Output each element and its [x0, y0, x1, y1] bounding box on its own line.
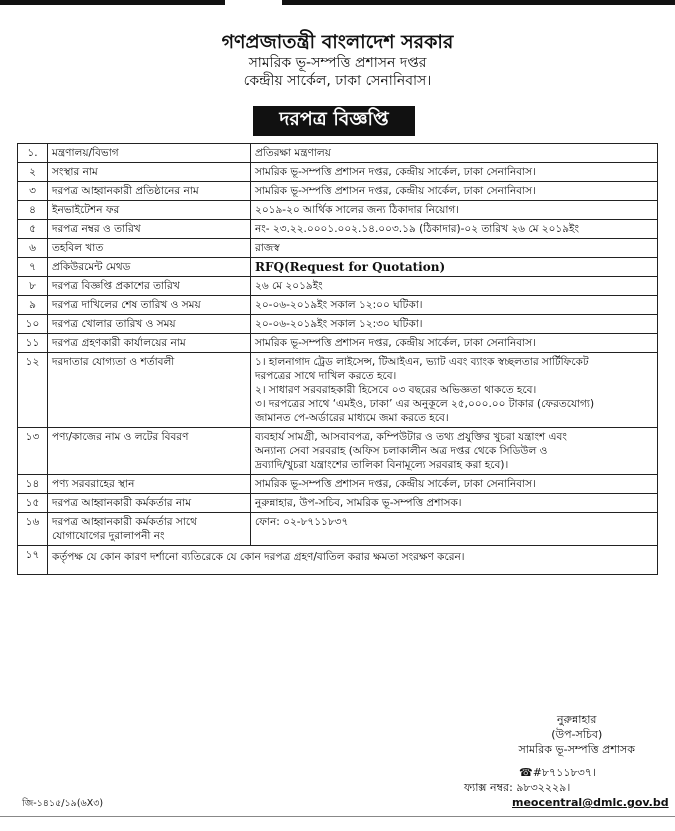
- row-value-line: ১। হালনাগাদ ট্রেড লাইসেন্স, টিআইএন, ভ্যাট এবং ব্যাংক স্বচ্ছলতার সার্টিফিকেট: [255, 356, 589, 368]
- row-label: দরপত্র বিজ্ঞপ্তি প্রকাশের তারিখ: [48, 277, 251, 296]
- row-value: সামরিক ভূ-সম্পত্তি প্রশাসন দপ্তর, কেন্দ্রীয় সার্কেল, ঢাকা সেনানিবাস।: [251, 475, 658, 494]
- row-serial: ১১: [18, 334, 48, 353]
- row-value: প্রতিরক্ষা মন্ত্রণালয়: [251, 144, 658, 163]
- row-value: সামরিক ভূ-সম্পত্তি প্রশাসন দপ্তর, কেন্দ্রীয় সার্কেল, ঢাকা সেনানিবাস।: [251, 182, 658, 201]
- row-label: প্রকিউরমেন্ট মেথড: [48, 258, 251, 277]
- row-label: দরপত্র নম্বর ও তারিখ: [48, 220, 251, 239]
- table-row: [18, 163, 658, 182]
- office-location: কেন্দ্রীয় সার্কেল, ঢাকা সেনানিবাস।: [243, 73, 432, 89]
- reference-code: জি-১৪১৫/১৯(৬X৩): [22, 798, 104, 809]
- row-serial: ১২: [18, 353, 48, 428]
- bottom-divider: [0, 816, 675, 817]
- row-value-line: ২। সাধারণ সরবরাহকারী হিসেবে ০৩ বছরের অভিজ্ঞতা থাকতে হবে।: [255, 384, 537, 396]
- row-serial: ১.: [18, 144, 48, 163]
- row-label: দরপত্র দাখিলের শেষ তারিখ ও সময়: [48, 296, 251, 315]
- row-value: রাজস্ব: [251, 239, 658, 258]
- table-row: [18, 334, 658, 353]
- row-value: ২৬ মে ২০১৯ইং: [251, 277, 658, 296]
- row-label: দরপত্র আহ্বানকারী প্রতিষ্ঠানের নাম: [48, 182, 251, 201]
- signature-block: [518, 712, 635, 757]
- row-label: দরপত্র খোলার তারিখ ও সময়: [48, 315, 251, 334]
- row-value: সামরিক ভূ-সম্পত্তি প্রশাসন দপ্তর, কেন্দ্রীয় সার্কেল, ঢাকা সেনানিবাস।: [251, 163, 658, 182]
- top-border: [0, 0, 675, 12]
- row-value: নুরুন্নাহার, উপ-সচিব, সামরিক ভূ-সম্পত্তি প্রশাসক।: [251, 494, 658, 513]
- row-serial: ৭: [18, 258, 48, 277]
- table-row: [18, 220, 658, 239]
- row-value: সামরিক ভূ-সম্পত্তি প্রশাসন দপ্তর, কেন্দ্রীয় সার্কেল, ঢাকা সেনানিবাস।: [251, 334, 658, 353]
- row-value-line: ৩। দরপত্রের সাথে ‘এমইও, ঢাকা’ এর অনুকূলে ২৫,০০০.০০ টাকার (ফেরতযোগ্য): [255, 398, 595, 410]
- fax-number: ফ্যাক্স নম্বর: ৯৮৩২২২৯।: [464, 781, 571, 794]
- row-label: দরপত্র গ্রহণকারী কার্যালয়ের নাম: [48, 334, 251, 353]
- row-serial: ৮: [18, 277, 48, 296]
- row-value: ২০১৯-২০ আর্থিক সালের জন্য ঠিকাদার নিয়োগ।: [251, 201, 658, 220]
- document-header: [0, 30, 675, 90]
- row-label: ইনভাইটেশন ফর: [48, 201, 251, 220]
- table-row: [18, 258, 658, 277]
- row-label: তহবিল খাত: [48, 239, 251, 258]
- email-address: meocentral@dmlc.gov.bd: [512, 796, 669, 809]
- row-serial: ৯: [18, 296, 48, 315]
- government-name: গণপ্রজাতন্ত্রী বাংলাদেশ সরকার: [221, 31, 454, 53]
- table-row: [18, 277, 658, 296]
- row-serial: ১৬: [18, 513, 48, 546]
- row-value-line: দরপত্রের সাথে দাখিল করতে হবে।: [255, 370, 397, 382]
- row-value-line: দ্রব্যাদি/খুচরা যন্ত্রাংশের তালিকা বিনামূল্যে সরবরাহ করা হবে)।: [255, 459, 509, 471]
- table-row: [18, 201, 658, 220]
- authority-reservation-note: কর্তৃপক্ষ যে কোন কারণ দর্শানো ব্যতিরেকে যে কোন দরপত্র গ্রহণ/বাতিল করার ক্ষমতা সংরক্ষণ করেন।: [48, 546, 658, 575]
- office-name: সামরিক ভূ-সম্পত্তি প্রশাসন দপ্তর: [248, 55, 427, 71]
- row-serial: ১৭: [18, 546, 48, 575]
- row-label: পণ্য/কাজের নাম ও লটের বিবরণ: [48, 428, 251, 475]
- row-value-line: অন্যান্য সেবা সরবরাহ (অফিস চলাকালীন অত্র দপ্তর থেকে সিডিউল ও: [255, 445, 548, 457]
- row-value: ২০-০৬-২০১৯ইং সকাল ১২:৩০ ঘটিকা।: [251, 315, 658, 334]
- notice-title: দরপত্র বিজ্ঞপ্তি: [253, 106, 415, 136]
- row-label: সংস্থার নাম: [48, 163, 251, 182]
- row-value: নং- ২৩.২২.০০০১.০০২.১৪.০০৩.১৯ (ঠিকাদার)-০২ তারিখ ২৬ মে ২০১৯ইং: [251, 220, 658, 239]
- row-label: পণ্য সরবরাহের স্থান: [48, 475, 251, 494]
- row-serial: ৬: [18, 239, 48, 258]
- table-row: [18, 428, 658, 475]
- telephone-number: ☎#৮৭১১৮৩৭।: [519, 766, 596, 779]
- row-label: দরদাতার যোগ্যতা ও শর্তাবলী: [48, 353, 251, 428]
- table-row: [18, 315, 658, 334]
- table-row: [18, 353, 658, 428]
- row-serial: ১৫: [18, 494, 48, 513]
- row-serial: ১০: [18, 315, 48, 334]
- row-value: [251, 353, 658, 428]
- row-serial: ৩: [18, 182, 48, 201]
- table-row: [18, 296, 658, 315]
- table-row: [18, 494, 658, 513]
- tender-details-table: [17, 143, 658, 575]
- signatory-office: সামরিক ভূ-সম্পত্তি প্রশাসক: [518, 743, 635, 756]
- row-serial: ২: [18, 163, 48, 182]
- row-serial: ১৪: [18, 475, 48, 494]
- row-label: দরপত্র আহ্বানকারী কর্মকর্তার নাম: [48, 494, 251, 513]
- table-row: [18, 475, 658, 494]
- row-serial: ৫: [18, 220, 48, 239]
- signatory-name: নুরুন্নাহার: [556, 713, 597, 726]
- table-row: [18, 144, 658, 163]
- table-row: [18, 513, 658, 546]
- row-value-line: জামানত পে-অর্ডারের মাধ্যমে জমা করতে হবে।: [255, 412, 449, 424]
- row-serial: ৪: [18, 201, 48, 220]
- signatory-designation: (উপ-সচিব): [551, 728, 603, 741]
- row-value: ২০-০৬-২০১৯ইং সকাল ১২:০০ ঘটিকা।: [251, 296, 658, 315]
- row-serial: ১৩: [18, 428, 48, 475]
- row-value: ফোন: ০২-৮৭১১৮৩৭: [251, 513, 658, 546]
- table-row: [18, 182, 658, 201]
- table-row: [18, 546, 658, 575]
- row-value: RFQ(Request for Quotation): [251, 258, 658, 277]
- row-value: [251, 428, 658, 475]
- table-row: [18, 239, 658, 258]
- row-value-line: ব্যবহার্য সামগ্রী, আসবাবপত্র, কম্পিউটার ও তথ্য প্রযুক্তির খুচরা যন্ত্রাংশ এবং: [255, 431, 567, 443]
- row-label: দরপত্র আহ্বানকারী কর্মকর্তার সাথে যোগাযোগের দুরালাপনী নং: [48, 513, 251, 546]
- row-label: মন্ত্রণালয়/বিভাগ: [48, 144, 251, 163]
